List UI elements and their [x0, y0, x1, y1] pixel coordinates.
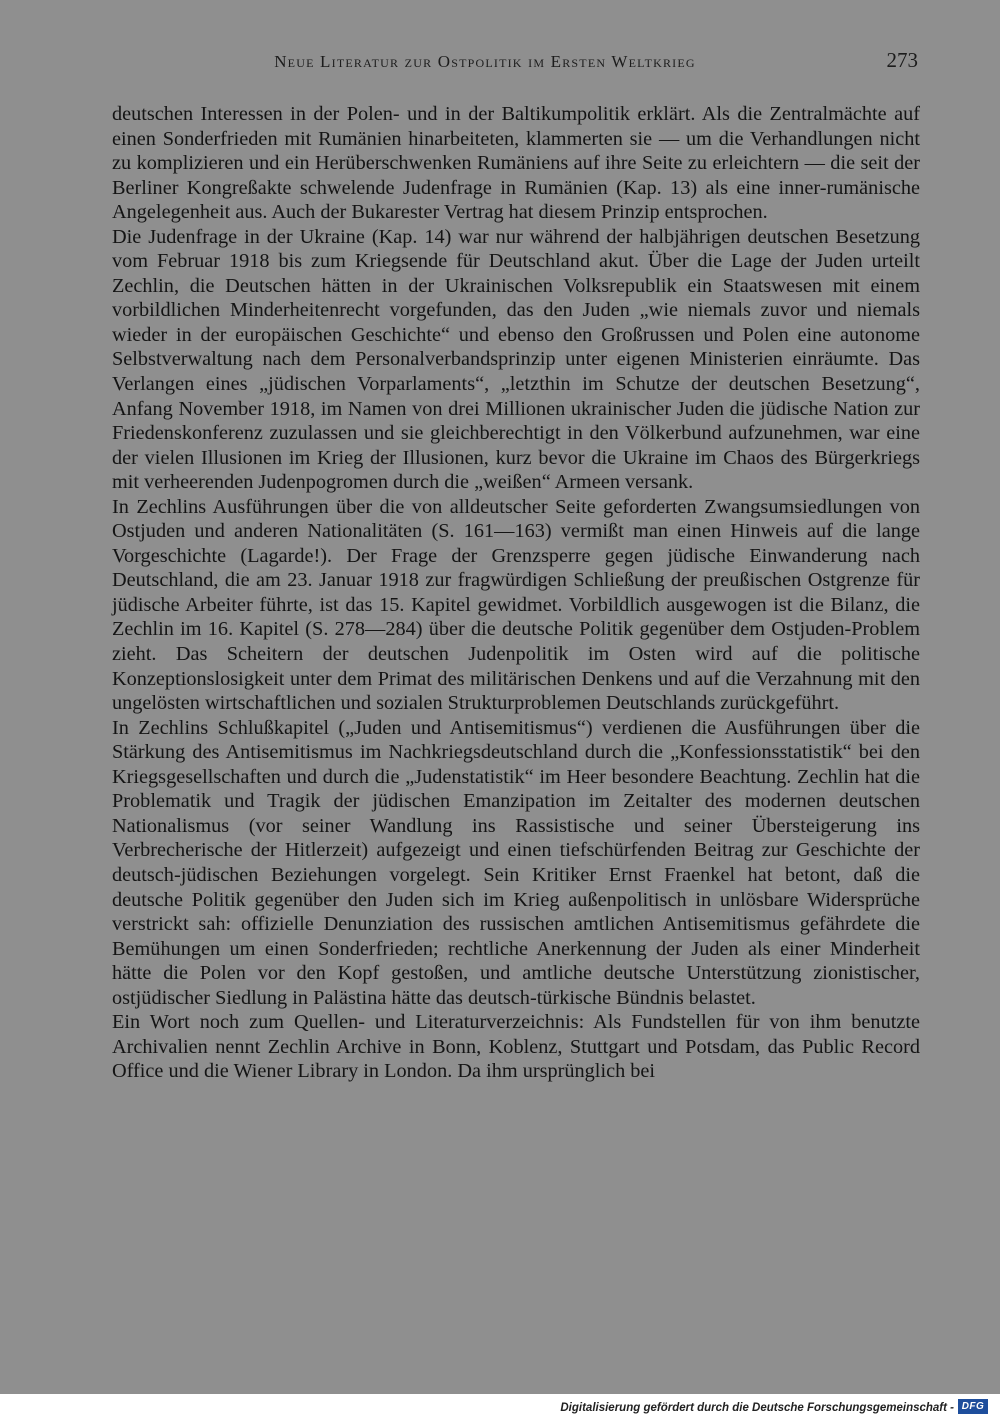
- paragraph: In Zechlins Ausführungen über die von alldeutscher Seite geforderten Zwangsumsiedlungen von Ostjuden und anderen Nationalitäten (S. 161—163) vermißt man einen Hinweis auf die lange Vorgeschichte (Lagarde!). Der Frage der Grenzsperre gegen jüdische Einwanderung nach Deutschland, die am 23. Januar 1918 zur fragwürdigen Schließung der preußischen Ostgrenze für jüdische Arbeiter führte, ist das 15. Kapitel gewidmet. Vorbildlich ausgewogen ist die Bilanz, die Zechlin im 16. Kapitel (S. 278—284) über die deutsche Politik gegenüber dem Ostjuden-Problem zieht. Das Scheitern der deutschen Judenpolitik im Osten wird auf die politische Konzeptionslosigkeit unter dem Primat des militärischen Denkens und auf die Verzahnung mit den ungelösten wirtschaftlichen und sozialen Strukturproblemen Deutschlands zurückgeführt.: [112, 495, 920, 715]
- dfg-logo: DFG: [958, 1399, 988, 1414]
- paragraph: Die Judenfrage in der Ukraine (Kap. 14) war nur während der halbjährigen deutschen Besetzung vom Februar 1918 bis zum Kriegsende für Deutschland akut. Über die Lage der Juden urteilt Zechlin, die Deutschen hätten in der Ukrainischen Volksrepublik ein Staatswesen mit einem vorbildlichen Minderheitenrecht vorgefunden, das den Juden „wie niemals zuvor und niemals wieder in der europäischen Geschichte“ und ebenso den Großrussen und Polen eine autonome Selbstverwaltung nach dem Personalverbandsprinzip unter eigenen Ministerien einräumte. Das Verlangen eines „jüdischen Vorparlaments“, „letzthin im Schutze der deutschen Besetzung“, Anfang November 1918, im Namen von drei Millionen ukrainischer Juden die jüdische Nation zur Friedenskonferenz zuzulassen und sie gleichberechtigt in den Völkerbund aufzunehmen, war eine der vielen Illusionen im Krieg der Illusionen, kurz bevor die Ukraine im Chaos des Bürgerkriegs mit verheerenden Judenpogromen durch die „weißen“ Armeen versank.: [112, 225, 920, 494]
- funding-credit: Digitalisierung gefördert durch die Deutsche Forschungsgemeinschaft -: [560, 1402, 954, 1414]
- running-head: [110, 48, 920, 76]
- page-number: 273: [886, 48, 918, 72]
- running-title: Neue Literatur zur Ostpolitik im Ersten Weltkrieg: [274, 52, 696, 71]
- footer-band: [0, 1394, 1000, 1418]
- body-text: [112, 102, 920, 1084]
- paragraph: deutschen Interessen in der Polen- und in der Baltikumpolitik erklärt. Als die Zentralmächte auf einen Sonderfrieden mit Rumänien hinarbeiteten, klammerten sie — um die Verhandlungen nicht zu komplizieren und ein Herüberschwenken Rumäniens auf ihre Seite zu erleichtern — die seit der Berliner Kongreßakte schwelende Judenfrage in Rumänien (Kap. 13) als eine inner-rumänische Angelegenheit aus. Auch der Bukarester Vertrag hat diesem Prinzip entsprochen.: [112, 103, 920, 224]
- paragraph: Ein Wort noch zum Quellen- und Literaturverzeichnis: Als Fundstellen für von ihm benutzte Archivalien nennt Zechlin Archive in Bonn, Koblenz, Stuttgart und Potsdam, das Public Record Office und die Wiener Library in London. Da ihm ursprünglich bei: [112, 1011, 920, 1083]
- paragraph: In Zechlins Schlußkapitel („Juden und Antisemitismus“) verdienen die Ausführungen über die Stärkung des Antisemitismus im Nachkriegsdeutschland durch die „Konfessionsstatistik“ bei den Kriegsgesellschaften und durch die „Judenstatistik“ im Heer besondere Beachtung. Zechlin hat die Problematik und Tragik der jüdischen Emanzipation im Zeitalter des modernen deutschen Nationalismus (vor seiner Wandlung ins Rassistische und seiner Übersteigerung ins Verbrecherische der Hitlerzeit) aufgezeigt und einen tiefschürfenden Beitrag zur Geschichte der deutsch-jüdischen Beziehungen vorgelegt. Sein Kritiker Ernst Fraenkel hat betont, daß die deutsche Politik gegenüber den Juden sich im Krieg außenpolitisch in unlösbare Widersprüche verstrickt sah: offizielle Denunziation des russischen amtlichen Antisemitismus gefährdete die Bemühungen um einen Sonderfrieden; rechtliche Anerkennung der Juden als einer Minderheit hätte die Polen vor den Kopf gestoßen, und amtliche deutsche Unterstützung zionistischer, ostjüdischer Siedlung in Palästina hätte das deutsch-türkische Bündnis belastet.: [112, 716, 920, 1009]
